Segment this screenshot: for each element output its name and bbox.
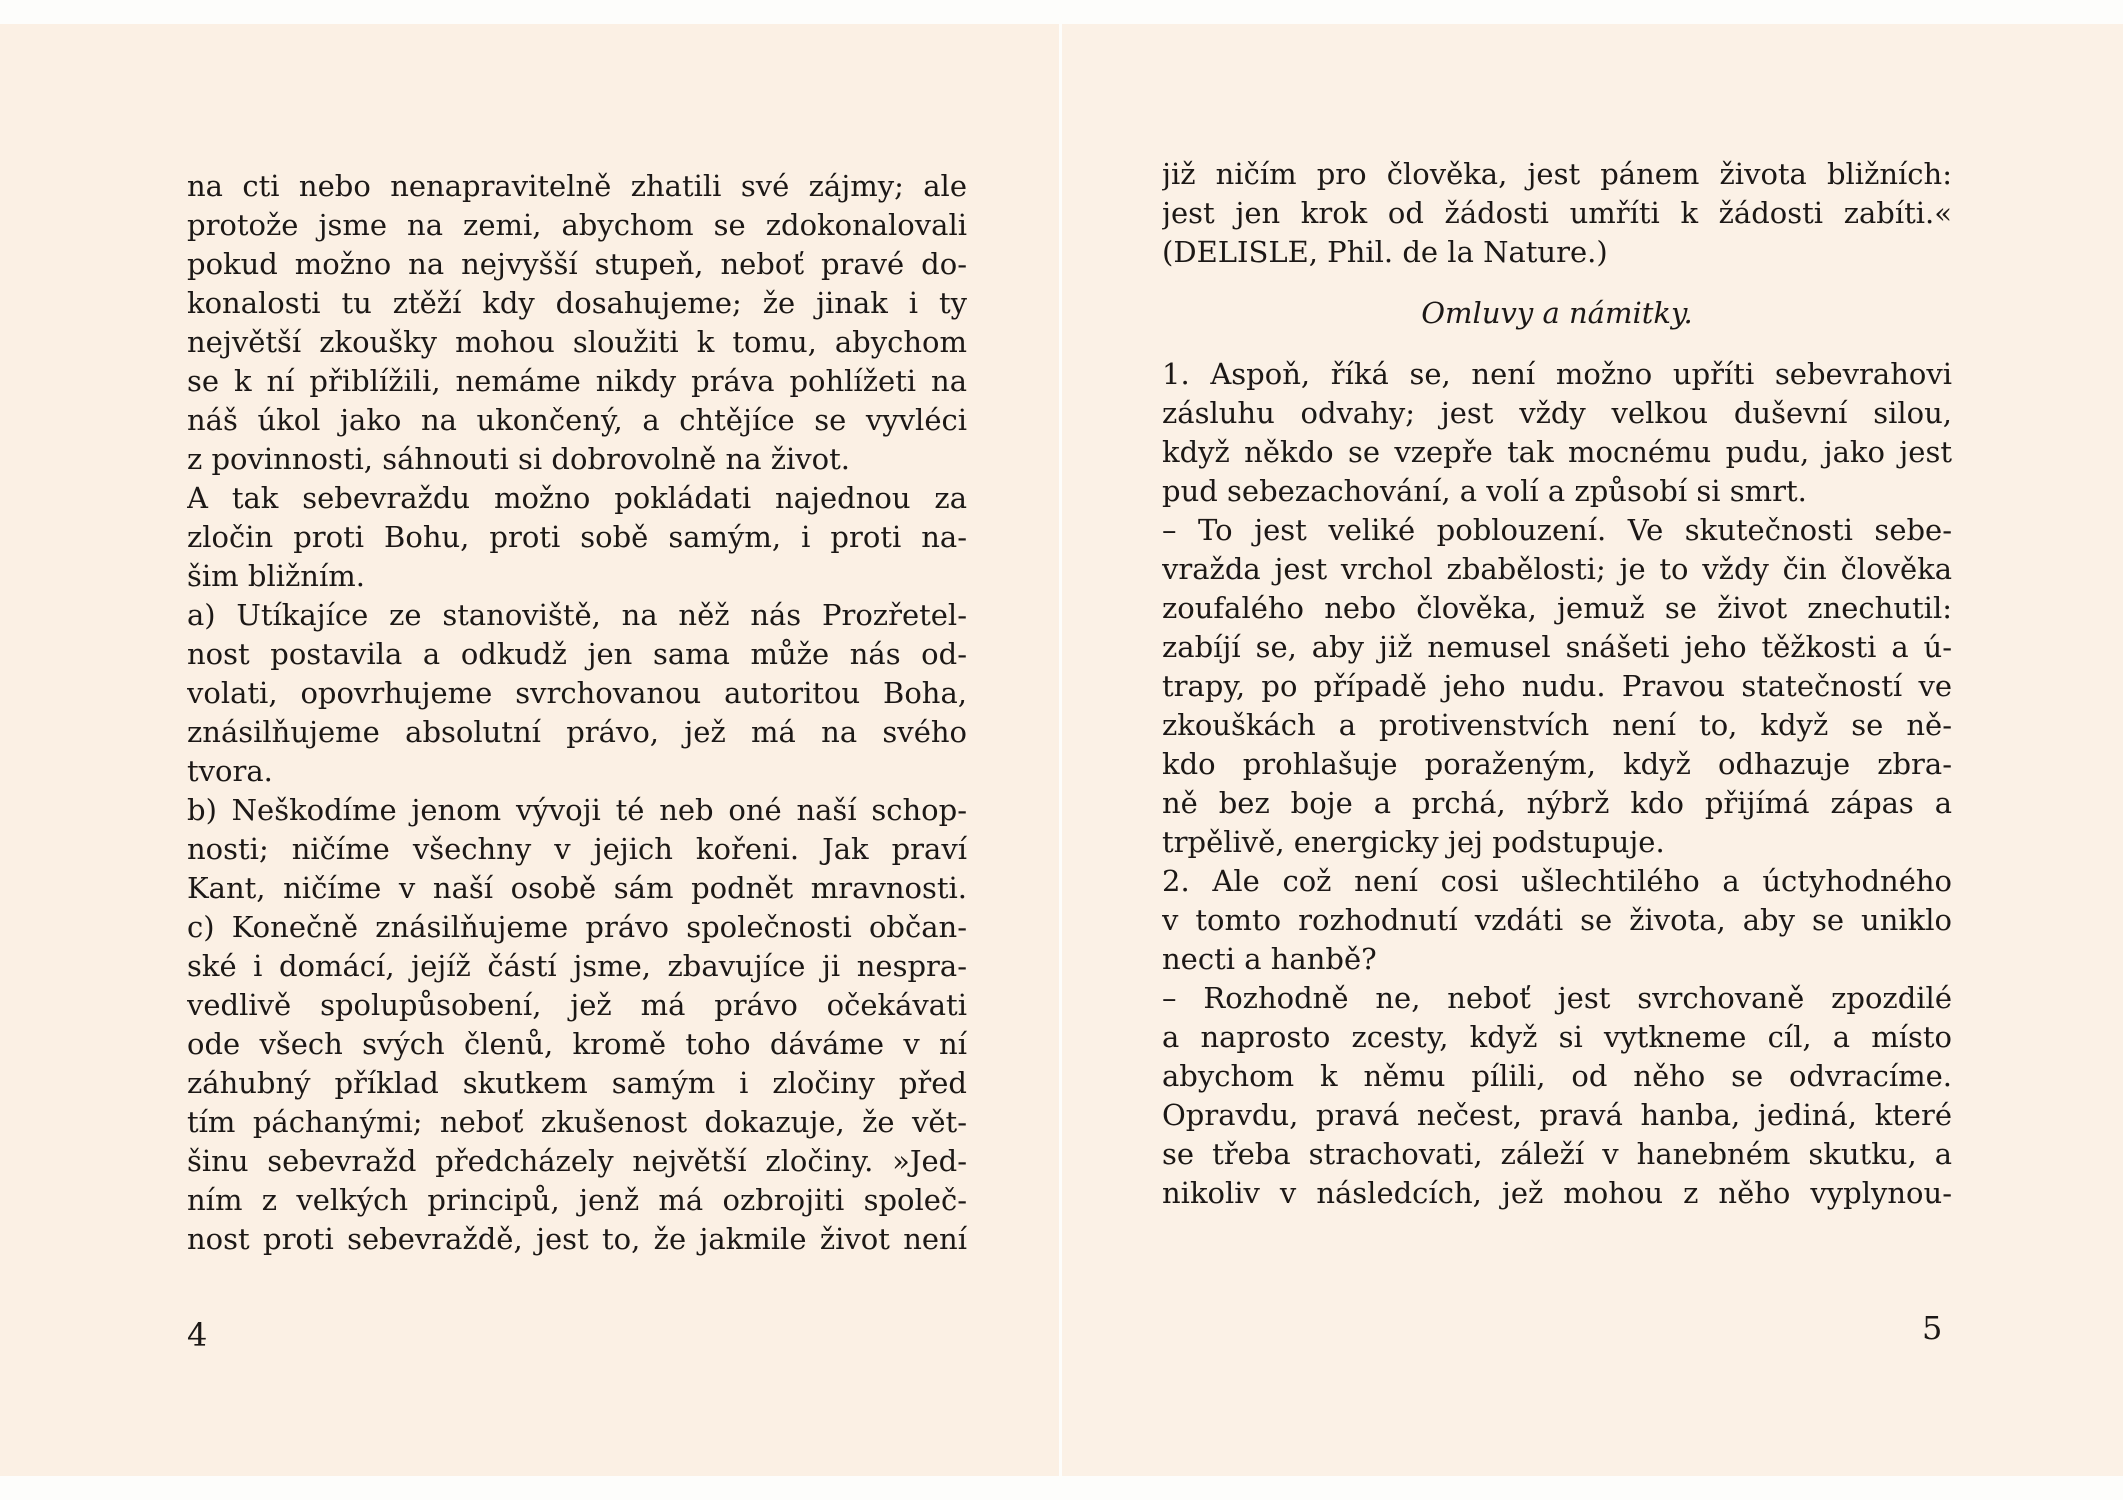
text-line: ode všech svých členů, kromě toho dáváme v ní [187,1027,967,1061]
text-line: Opravdu, pravá nečest, pravá hanba, jediná, které [1162,1098,1952,1132]
text-line: jest jen krok od žádosti umříti k žádosti zabíti.« [1162,196,1952,230]
text-line: tvora. [187,754,273,788]
text-line: 2. Ale což není cosi ušlechtilého a úctyhodného [1162,864,1952,898]
text-line: na cti nebo nenapravitelně zhatili své zájmy; ale [187,169,967,203]
text-line: zločin proti Bohu, proti sobě samým, i proti na- [187,520,967,554]
text-line: když někdo se vzepře tak mocnému pudu, jako jest [1162,435,1952,469]
text-line: ním z velkých principů, jenž má ozbrojiti společ- [187,1183,967,1217]
text-line: abychom k němu pílili, od něho se odvracíme. [1162,1059,1952,1093]
text-line: nost postavila a odkudž jen sama může nás od- [187,637,967,671]
right-page [1062,24,2123,1476]
text-line: – Rozhodně ne, neboť jest svrchovaně zpozdilé [1162,981,1952,1015]
text-line: necti a hanbě? [1162,942,1377,976]
text-line: šim bližním. [187,559,365,593]
text-line: pokud možno na nejvyšší stupeň, neboť pravé do- [187,247,967,281]
text-line: volati, opovrhujeme svrchovanou autoritou Boha, [187,676,967,710]
text-line: nosti; ničíme všechny v jejich kořeni. Jak praví [187,832,967,866]
text-line: znásilňujeme absolutní právo, jež má na svého [187,715,967,749]
text-line: protože jsme na zemi, abychom se zdokonalovali [187,208,967,242]
text-line: (DELISLE, Phil. de la Nature.) [1162,235,1608,269]
text-line: záhubný příklad skutkem samým i zločiny před [187,1066,967,1100]
text-line: zkouškách a protivenstvích není to, když se ně- [1162,708,1952,742]
text-line: trapy, po případě jeho nudu. Pravou statečností ve [1162,669,1952,703]
text-line: největší zkoušky mohou sloužiti k tomu, abychom [187,325,967,359]
text-line: se k ní přiblížili, nemáme nikdy práva pohlížeti na [187,364,967,398]
text-line: ně bez boje a prchá, nýbrž kdo přijímá zápas a [1162,786,1952,820]
text-line: c) Konečně znásilňujeme právo společnosti občan- [187,910,967,944]
text-line: kdo prohlašuje poraženým, když odhazuje zbra- [1162,747,1952,781]
text-line: – To jest veliké poblouzení. Ve skutečnosti sebe- [1162,513,1952,547]
text-line: 1. Aspoň, říká se, není možno upříti sebevrahovi [1162,357,1952,391]
page-number: 4 [187,1316,208,1354]
text-line: konalosti tu ztěží kdy dosahujeme; že jinak i ty [187,286,967,320]
left-page-text [187,167,967,1259]
text-line: Kant, ničíme v naší osobě sám podnět mravnosti. [187,871,967,905]
section-heading: Omluvy a námitky. [1421,296,1693,330]
text-line: náš úkol jako na ukončený, a chtějíce se vyvléci [187,403,967,437]
text-line: v tomto rozhodnutí vzdáti se života, aby se uniklo [1162,903,1952,937]
text-line: zásluhu odvahy; jest vždy velkou duševní silou, [1162,396,1952,430]
text-line: vražda jest vrchol zbabělosti; je to vždy čin člověka [1162,552,1952,586]
right-page-text [1162,155,1952,1213]
text-line: a naprosto zcesty, když si vytkneme cíl, a místo [1162,1020,1952,1054]
text-line: tím páchanými; neboť zkušenost dokazuje, že vět- [187,1105,967,1139]
text-line: vedlivě spolupůsobení, jež má právo očekávati [187,988,967,1022]
left-page [0,24,1059,1476]
text-line: trpělivě, energicky jej podstupuje. [1162,825,1665,859]
text-line: pud sebezachování, a volí a způsobí si smrt. [1162,474,1807,508]
text-line: již ničím pro člověka, jest pánem života bližních: [1162,157,1952,191]
text-line: šinu sebevražd předcházely největší zločiny. »Jed- [187,1144,967,1178]
text-line: b) Neškodíme jenom vývoji té neb oné naší schop- [187,793,967,827]
text-line: ské i domácí, jejíž částí jsme, zbavujíce ji nespra- [187,949,967,983]
text-line: A tak sebevraždu možno pokládati najednou za [187,481,967,515]
text-line: nost proti sebevraždě, jest to, že jakmile život není [187,1222,967,1256]
text-line: a) Utíkajíce ze stanoviště, na něž nás Prozřetel- [187,598,967,632]
text-line: zabíjí se, aby již nemusel snášeti jeho těžkosti a ú- [1162,630,1952,664]
text-line: zoufalého nebo člověka, jemuž se život znechutil: [1162,591,1952,625]
text-line: se třeba strachovati, záleží v hanebném skutku, a [1162,1137,1952,1171]
page-number: 5 [1922,1309,1943,1347]
text-line: z povinnosti, sáhnouti si dobrovolně na život. [187,442,850,476]
text-line: nikoliv v následcích, jež mohou z něho vyplynou- [1162,1176,1952,1210]
